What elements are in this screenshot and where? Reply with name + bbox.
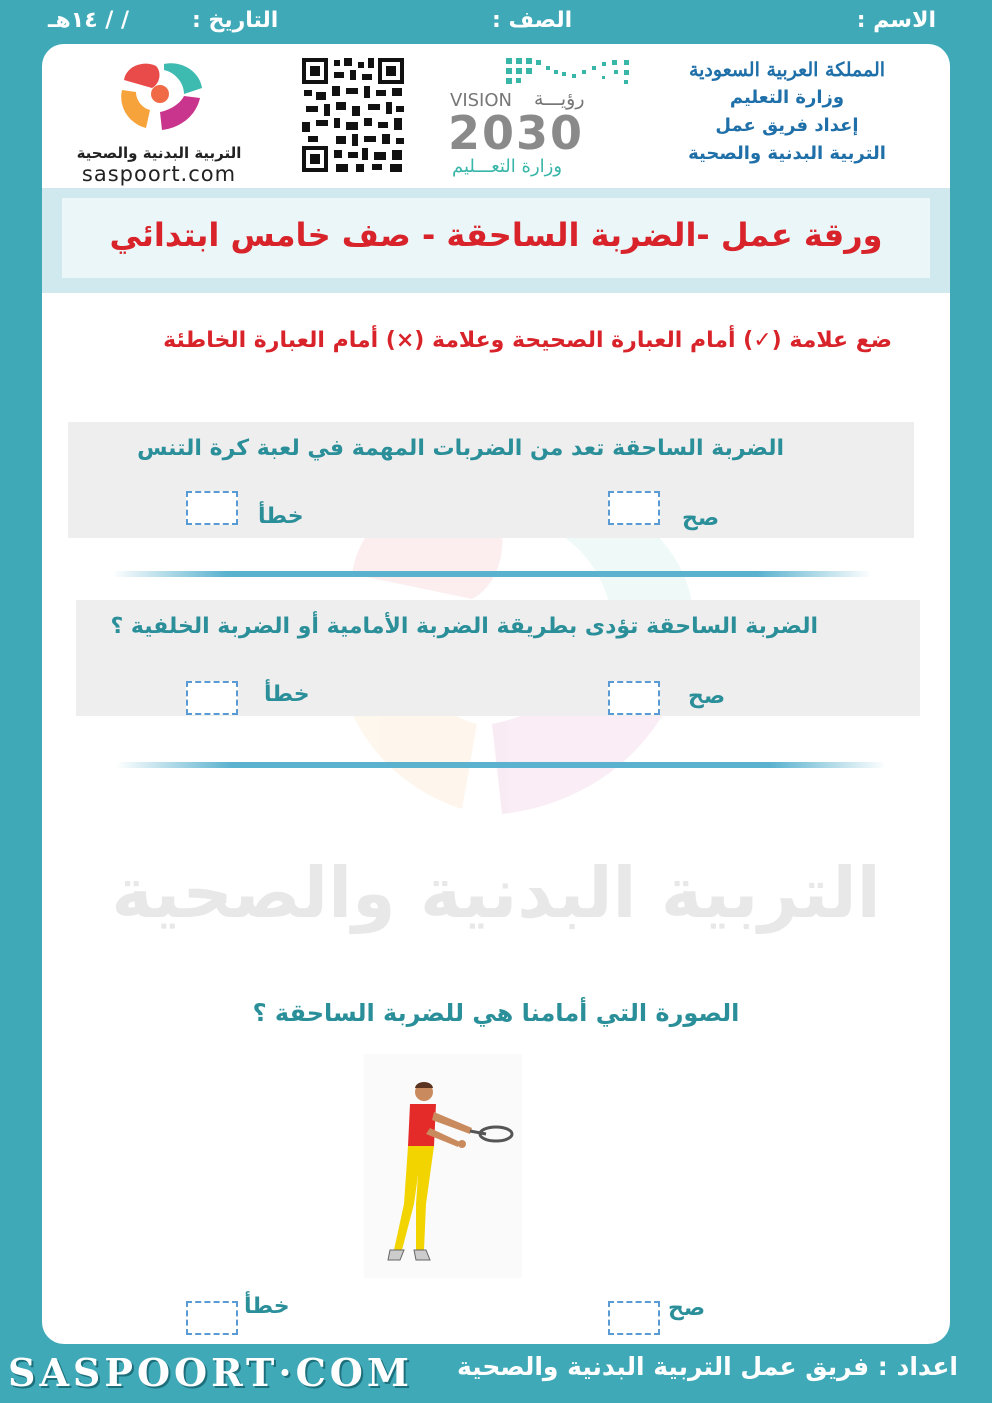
vision-year: 2030 bbox=[448, 106, 585, 160]
vision-2030-logo bbox=[442, 56, 642, 186]
instruction-text: ضع علامة (✓) أمام العبارة الصحيحة وعلامة (×) أمام العبارة الخاطئة bbox=[163, 328, 892, 353]
kingdom-name: المملكة العربية السعودية bbox=[688, 59, 886, 81]
vision-ar: رؤيـــة bbox=[534, 88, 585, 110]
class-label: الصف : bbox=[492, 8, 573, 33]
top-bar bbox=[0, 0, 992, 48]
name-label: الاسم : bbox=[856, 8, 936, 33]
footer-site: SASPOORT·COM bbox=[8, 1350, 413, 1395]
question-2-false-checkbox[interactable] bbox=[186, 681, 238, 715]
worksheet-sheet bbox=[42, 44, 950, 1344]
date-label: التاريخ : bbox=[192, 8, 279, 33]
divider bbox=[116, 762, 886, 768]
vision-en: VISION bbox=[450, 90, 512, 111]
page-title: ورقة عمل -الضربة الساحقة - صف خامس ابتدائي bbox=[109, 216, 883, 254]
question-1-false-checkbox[interactable] bbox=[186, 491, 238, 525]
ministry-name: وزارة التعليم bbox=[729, 87, 845, 108]
question-3-true-label: صح bbox=[668, 1296, 706, 1321]
question-2-false-label: خطأ bbox=[264, 682, 310, 707]
question-1-false-label: خطأ bbox=[258, 504, 304, 529]
question-2-text: الضربة الساحقة تؤدى بطريقة الضربة الأمامية أو الضربة الخلفية ؟ bbox=[110, 614, 818, 639]
tennis-player-image bbox=[364, 1054, 522, 1278]
divider bbox=[112, 571, 872, 577]
qr-code-icon bbox=[300, 56, 406, 174]
watermark-text: التربية البدنية والصحية bbox=[111, 852, 881, 934]
question-1-text: الضربة الساحقة تعد من الضربات المهمة في لعبة كرة التنس bbox=[137, 436, 784, 461]
question-1-true-checkbox[interactable] bbox=[608, 491, 660, 525]
question-1-true-label: صح bbox=[682, 506, 720, 531]
saspoort-logo bbox=[64, 58, 254, 188]
logo-title: التربية البدنية والصحية bbox=[76, 144, 242, 162]
footer-prepared: اعداد : فريق عمل التربية البدنية والصحية bbox=[456, 1352, 958, 1381]
ministry-header bbox=[672, 56, 902, 168]
saspoort-logo-icon bbox=[104, 58, 214, 138]
tennis-smash-player-icon bbox=[364, 1054, 522, 1278]
prepared-by: إعداد فريق عمل bbox=[715, 115, 859, 136]
question-2-true-label: صح bbox=[688, 684, 726, 709]
question-3-false-checkbox[interactable] bbox=[186, 1301, 238, 1335]
question-3-true-checkbox[interactable] bbox=[608, 1301, 660, 1335]
question-3-text: الصورة التي أمامنا هي للضربة الساحقة ؟ bbox=[252, 999, 740, 1027]
department-name: التربية البدنية والصحية bbox=[688, 143, 886, 164]
vision-ministry: وزارة التعـــليم bbox=[452, 156, 563, 177]
date-slots: / / ١٤هـ bbox=[48, 8, 130, 33]
question-2-true-checkbox[interactable] bbox=[608, 681, 660, 715]
question-3-false-label: خطأ bbox=[244, 1294, 290, 1319]
logo-site: saspoort.com bbox=[81, 162, 237, 186]
